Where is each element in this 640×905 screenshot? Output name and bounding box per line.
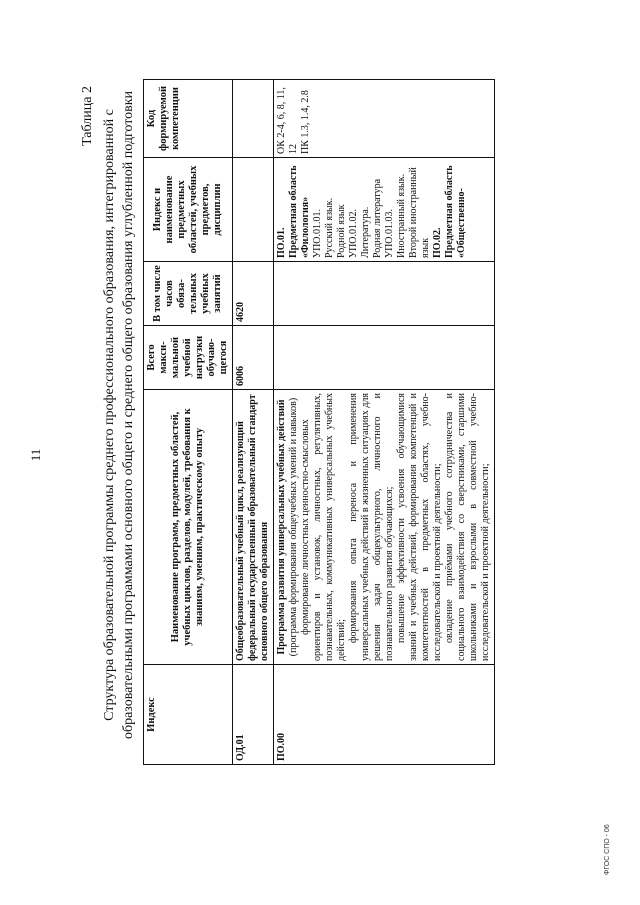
- po-title: Программа развития универсальных учебных действий: [276, 399, 287, 655]
- table-row-po: [274, 80, 495, 765]
- po-para-3: повышение эффективности усвоения обучающимися знаний и учебных действий, формирования компетенций и компетентностей в предметных областях, учебно-исследовательской и проектной деятельности;: [396, 393, 443, 661]
- po-subjects: [274, 158, 495, 262]
- po-index: ПО.00: [274, 665, 495, 765]
- table-label: Таблица 2: [80, 86, 95, 146]
- po-area-1-label: Предметная область: [288, 165, 299, 258]
- po-total: [274, 326, 495, 390]
- po-subject-code-1: ПО.01.: [276, 227, 287, 258]
- po-para-1b: ориентиров и установок, личностных, регулятивных, познавательных, коммуникативных универсальных учебных действий;: [312, 393, 347, 661]
- po-description: [274, 390, 495, 665]
- od-index: ОД.01: [233, 665, 274, 765]
- po-subject-2-name: Литература.: [360, 206, 371, 258]
- po-para-1a: формирование личностных ценностно-смысловых: [300, 419, 311, 635]
- od-name: Общеобразовательный учебный цикл, реализующий федеральный государственный образовательный стандарт основного общего образования: [233, 390, 274, 665]
- po-including: [274, 262, 495, 326]
- po-subject-1-code: УПО.01.01.: [312, 208, 323, 258]
- po-para-4: овладение приёмами учебного сотрудничества и социального взаимодействия со сверстниками, старшими школьниками и взрослыми в совместной учебно-исследовательской и проектной деятельности;: [444, 393, 491, 661]
- header-name: Наименование программ, предметных областей, учебных циклов, разделов, модулей, требования к знаниям, умениям, практическому опыту: [144, 390, 233, 665]
- po-subtitle: (программа формирования общеучебных умений и навыков): [288, 397, 299, 657]
- po-competence-pk: ПК 1.3, 1.4, 2.8: [300, 90, 311, 154]
- po-area-1-name: «Филология»: [300, 196, 311, 258]
- po-subject-code-2: ПО.02.: [432, 227, 443, 258]
- po-subject-3-name: Иностранный язык. Второй иностранный язык: [396, 167, 431, 258]
- header-competence: Код формируемой компетенции: [144, 80, 233, 158]
- od-including: 4620: [233, 262, 274, 326]
- caption-line-2: образовательными программами основного общего и среднего общего образования углубленной подготовки: [121, 90, 136, 740]
- header-total: Всего макси-мальной учебной нагрузки обучаю-щегося: [144, 326, 233, 390]
- po-subject-2b-name: Родная литература: [372, 178, 383, 258]
- po-area-2-name: «Общественно-: [456, 188, 467, 258]
- header-row: [144, 80, 233, 765]
- header-subjects: Индекс и наименование предметных областей, учебных предметов, дисциплин: [144, 158, 233, 262]
- caption-line-1: Структура образовательной программы среднего профессионального образования, интегрированной с: [102, 109, 117, 721]
- header-index: Индекс: [144, 665, 233, 765]
- od-total: 6006: [233, 326, 274, 390]
- od-competence: [233, 80, 274, 158]
- footer-label: ФГОС СПО - 06: [604, 824, 611, 875]
- page-number: 11: [28, 448, 43, 462]
- table-row-od: [233, 80, 274, 765]
- header-including: В том числе часов обяза-тельных учебных занятий: [144, 262, 233, 326]
- po-area-2-label: Предметная область: [444, 165, 455, 258]
- po-subject-2-code: УПО.01.02.: [348, 208, 359, 258]
- table-caption: [100, 75, 138, 755]
- po-subject-1-name: Русский язык.: [324, 197, 335, 258]
- po-para-2: формирования опыта переноса и применения универсальных учебных действий в жизненных ситуациях для решения задач общекультурного, личностного и познавательного развития обучающихся;: [348, 393, 395, 661]
- po-competence: [274, 80, 495, 158]
- po-competence-ok: ОК 2-4, 6, 8, 11, 12: [276, 87, 299, 154]
- od-subjects: [233, 158, 274, 262]
- structure-table: [143, 79, 495, 765]
- po-subject-1b-name: Родной язык: [336, 204, 347, 258]
- po-subject-3-code: УПО.01.03.: [384, 208, 395, 258]
